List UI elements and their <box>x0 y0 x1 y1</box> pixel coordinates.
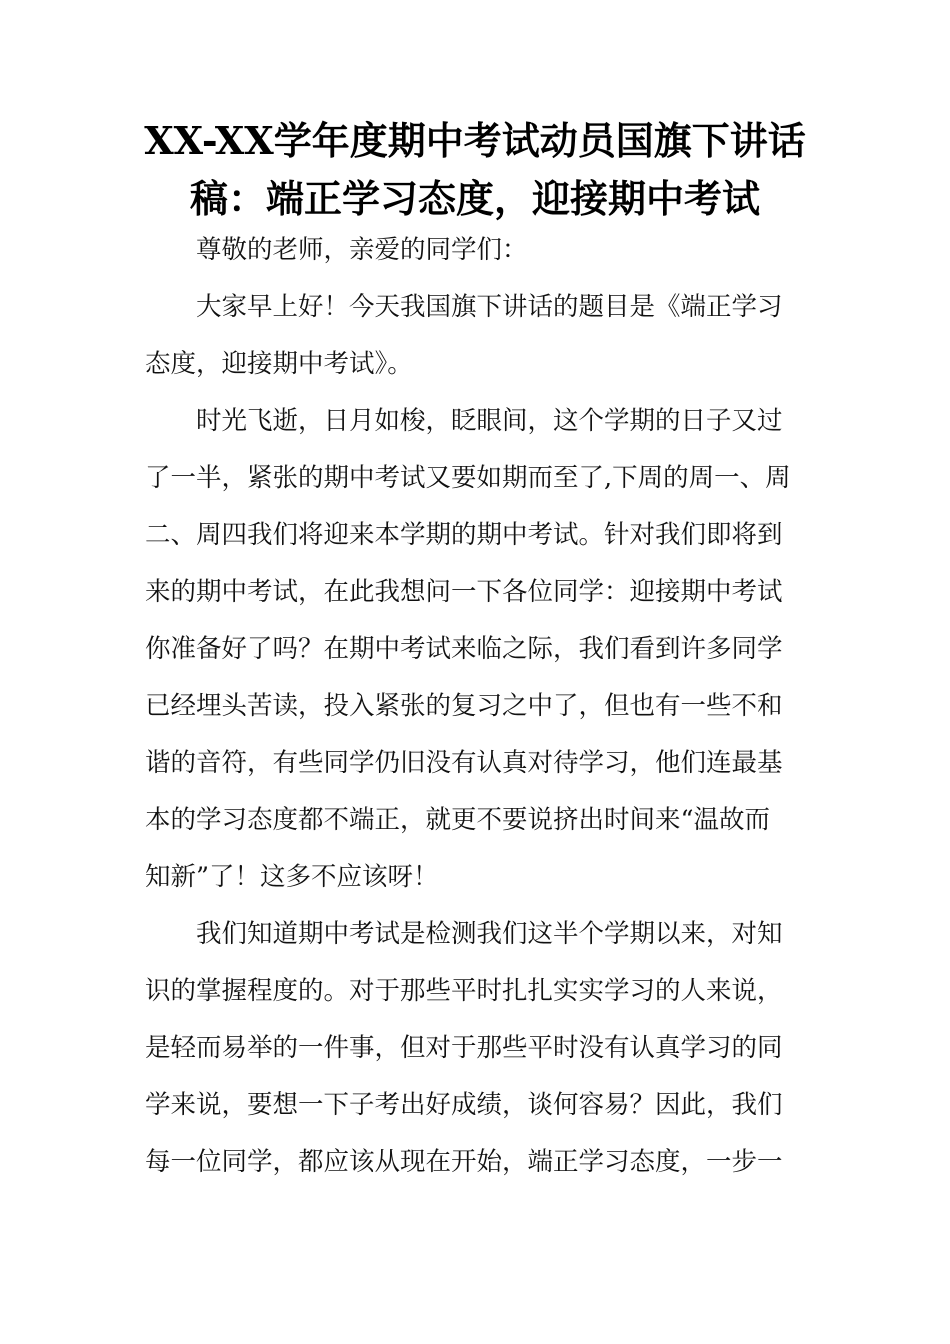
document-body <box>145 222 805 1191</box>
paragraph-line: 来的期中考试，在此我想问一下各位同学：迎接期中考试 <box>145 577 783 607</box>
paragraph-line: 了一半，紧张的期中考试又要如期而至了,下周的周一、周 <box>145 463 791 493</box>
title-line-2: 稿：端正学习态度，迎接期中考试 <box>189 176 760 221</box>
paragraph-line: 已经埋头苦读，投入紧张的复习之中了，但也有一些不和 <box>145 691 783 721</box>
paragraph-line: 是轻而易举的一件事，但对于那些平时没有认真学习的同 <box>145 1033 783 1063</box>
title-line-1: XX-XX学年度期中考试动员国旗下讲话 <box>144 118 806 163</box>
paragraph-time-flies <box>145 393 805 906</box>
paragraph-line: 本的学习态度都不端正，就更不要说挤出时间来“温故而 <box>145 805 771 835</box>
document-title <box>120 112 830 228</box>
paragraph-line: 二、周四我们将迎来本学期的期中考试。针对我们即将到 <box>145 520 783 550</box>
paragraph-line: 态度，迎接期中考试》。 <box>145 349 413 379</box>
paragraph-line: 识的掌握程度的。对于那些平时扎扎实实学习的人来说， <box>145 976 783 1006</box>
paragraph-greeting <box>145 279 805 393</box>
paragraph-exam-purpose <box>145 906 805 1191</box>
paragraph-line: 每一位同学，都应该从现在开始，端正学习态度，一步一 <box>145 1147 783 1177</box>
paragraph-line: 谐的音符，有些同学仍旧没有认真对待学习，他们连最基 <box>145 748 783 778</box>
paragraph-line: 你准备好了吗？在期中考试来临之际，我们看到许多同学 <box>145 634 783 664</box>
paragraph-salutation <box>145 222 805 279</box>
paragraph-line: 尊敬的老师，亲爱的同学们： <box>196 235 528 265</box>
paragraph-line: 学来说，要想一下子考出好成绩，谈何容易？因此，我们 <box>145 1090 783 1120</box>
paragraph-line: 时光飞逝，日月如梭，眨眼间，这个学期的日子又过 <box>196 406 783 436</box>
paragraph-line: 知新”了！这多不应该呀！ <box>145 862 439 892</box>
paragraph-line: 我们知道期中考试是检测我们这半个学期以来，对知 <box>196 919 783 949</box>
paragraph-line: 大家早上好！今天我国旗下讲话的题目是《端正学习 <box>196 292 783 322</box>
